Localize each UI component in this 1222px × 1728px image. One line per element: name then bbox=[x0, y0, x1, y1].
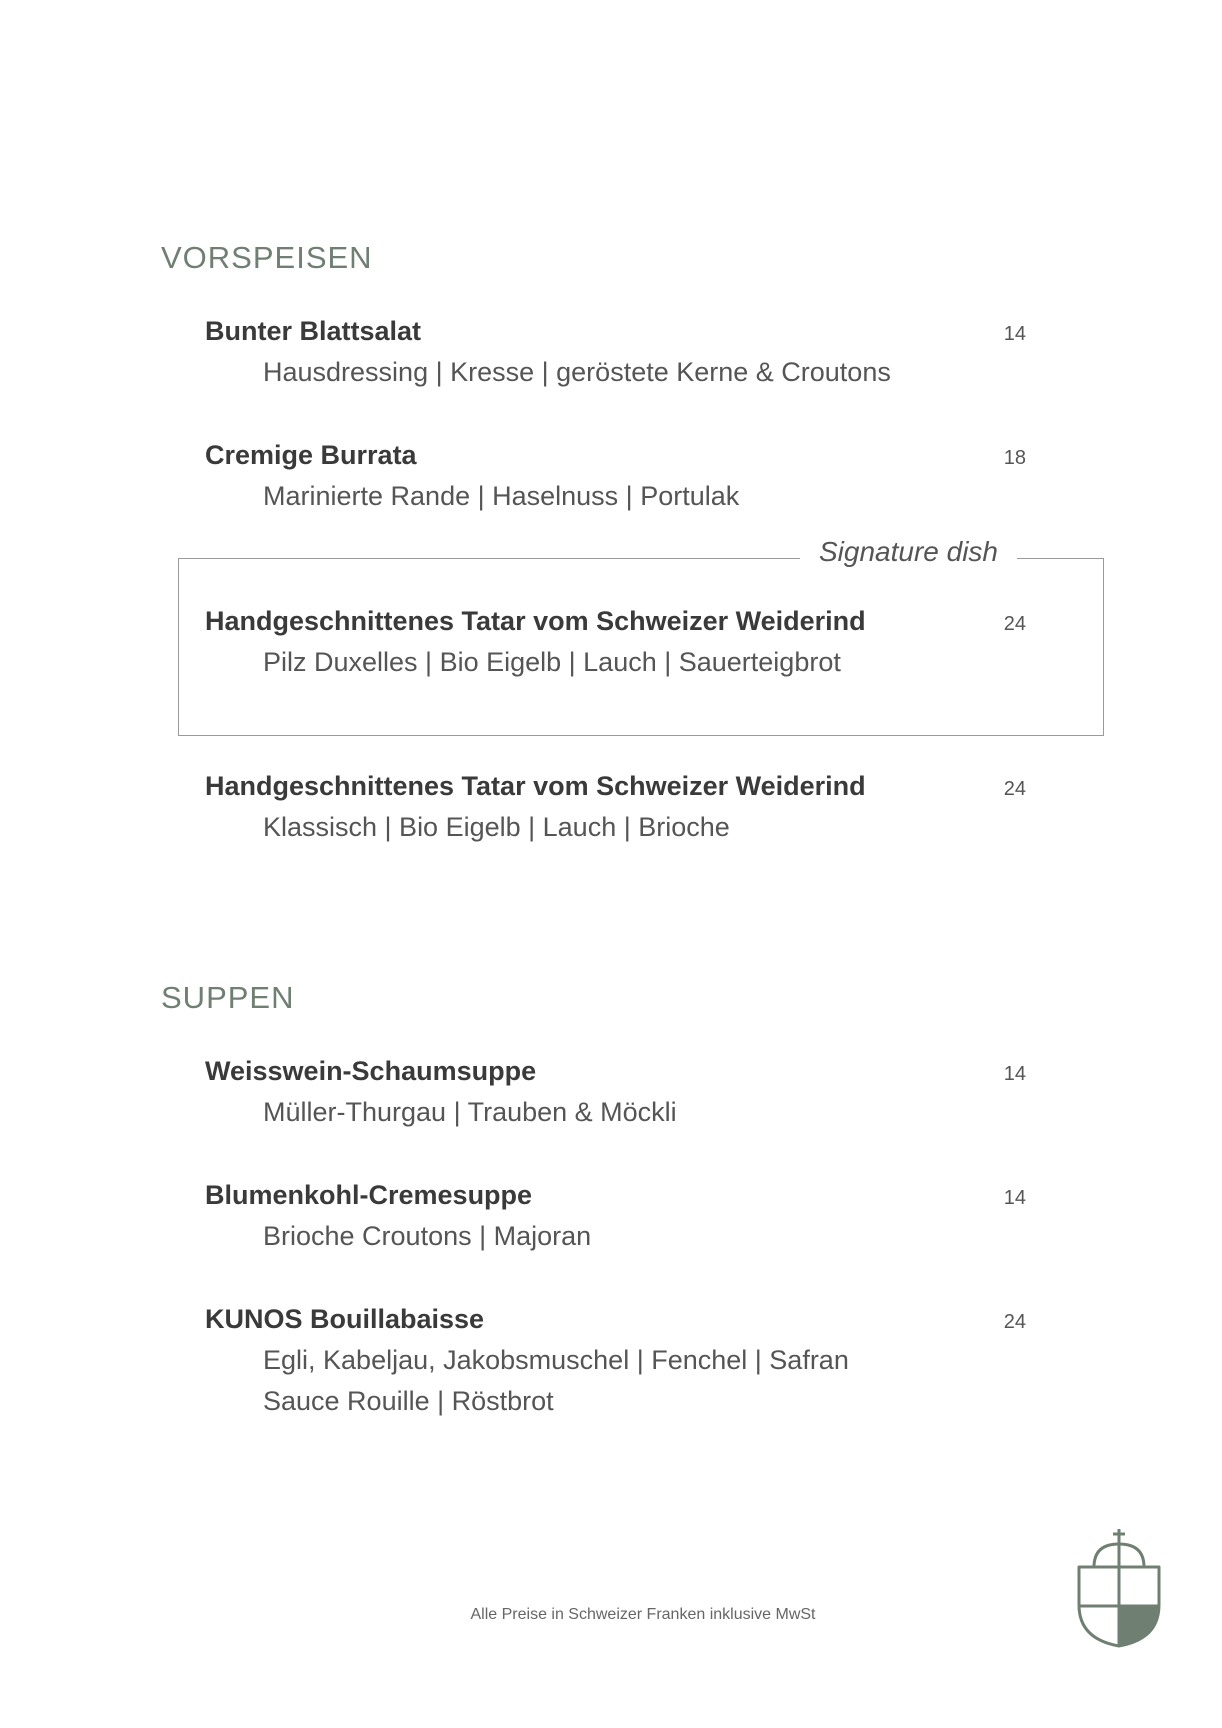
menu-item-price: 24 bbox=[1003, 778, 1026, 800]
menu-item-name: Cremige Burrata bbox=[205, 440, 417, 470]
menu-item-description: Marinierte Rande | Haselnuss | Portulak bbox=[263, 481, 740, 511]
section-title-suppen: SUPPEN bbox=[161, 980, 295, 1015]
section-title-vorspeisen: VORSPEISEN bbox=[161, 240, 373, 275]
footer-price-note: Alle Preise in Schweizer Franken inklusive MwSt bbox=[470, 1606, 816, 1623]
menu-item-name: Bunter Blattsalat bbox=[205, 316, 422, 346]
menu-item-description: Egli, Kabeljau, Jakobsmuschel | Fenchel | Safran bbox=[263, 1345, 849, 1375]
menu-item-name: KUNOS Bouillabaisse bbox=[205, 1304, 485, 1334]
menu-item-price: 18 bbox=[1003, 447, 1026, 469]
menu-item-name: Handgeschnittenes Tatar vom Schweizer Weiderind bbox=[205, 771, 866, 801]
menu-item-name: Handgeschnittenes Tatar vom Schweizer Weiderind bbox=[205, 606, 866, 636]
menu-item-description: Sauce Rouille | Röstbrot bbox=[263, 1386, 554, 1416]
shield-cross-logo-icon bbox=[1076, 1527, 1162, 1648]
menu-item-description: Müller-Thurgau | Trauben & Möckli bbox=[263, 1097, 677, 1127]
menu-item-price: 14 bbox=[1003, 323, 1026, 345]
menu-item-description: Brioche Croutons | Majoran bbox=[263, 1221, 592, 1251]
menu-item-description: Klassisch | Bio Eigelb | Lauch | Brioche bbox=[263, 812, 730, 842]
menu-item-name: Blumenkohl-Cremesuppe bbox=[205, 1180, 533, 1210]
menu-item-price: 24 bbox=[1003, 613, 1026, 635]
menu-item-name: Weisswein-Schaumsuppe bbox=[205, 1056, 537, 1086]
menu-item-description: Pilz Duxelles | Bio Eigelb | Lauch | Sauerteigbrot bbox=[263, 647, 841, 677]
menu-item-price: 24 bbox=[1003, 1311, 1026, 1333]
menu-item-price: 14 bbox=[1003, 1187, 1026, 1209]
menu-item-description: Hausdressing | Kresse | geröstete Kerne & Croutons bbox=[263, 357, 891, 387]
menu-item-price: 14 bbox=[1003, 1063, 1026, 1085]
signature-dish-label: Signature dish bbox=[800, 536, 1017, 568]
